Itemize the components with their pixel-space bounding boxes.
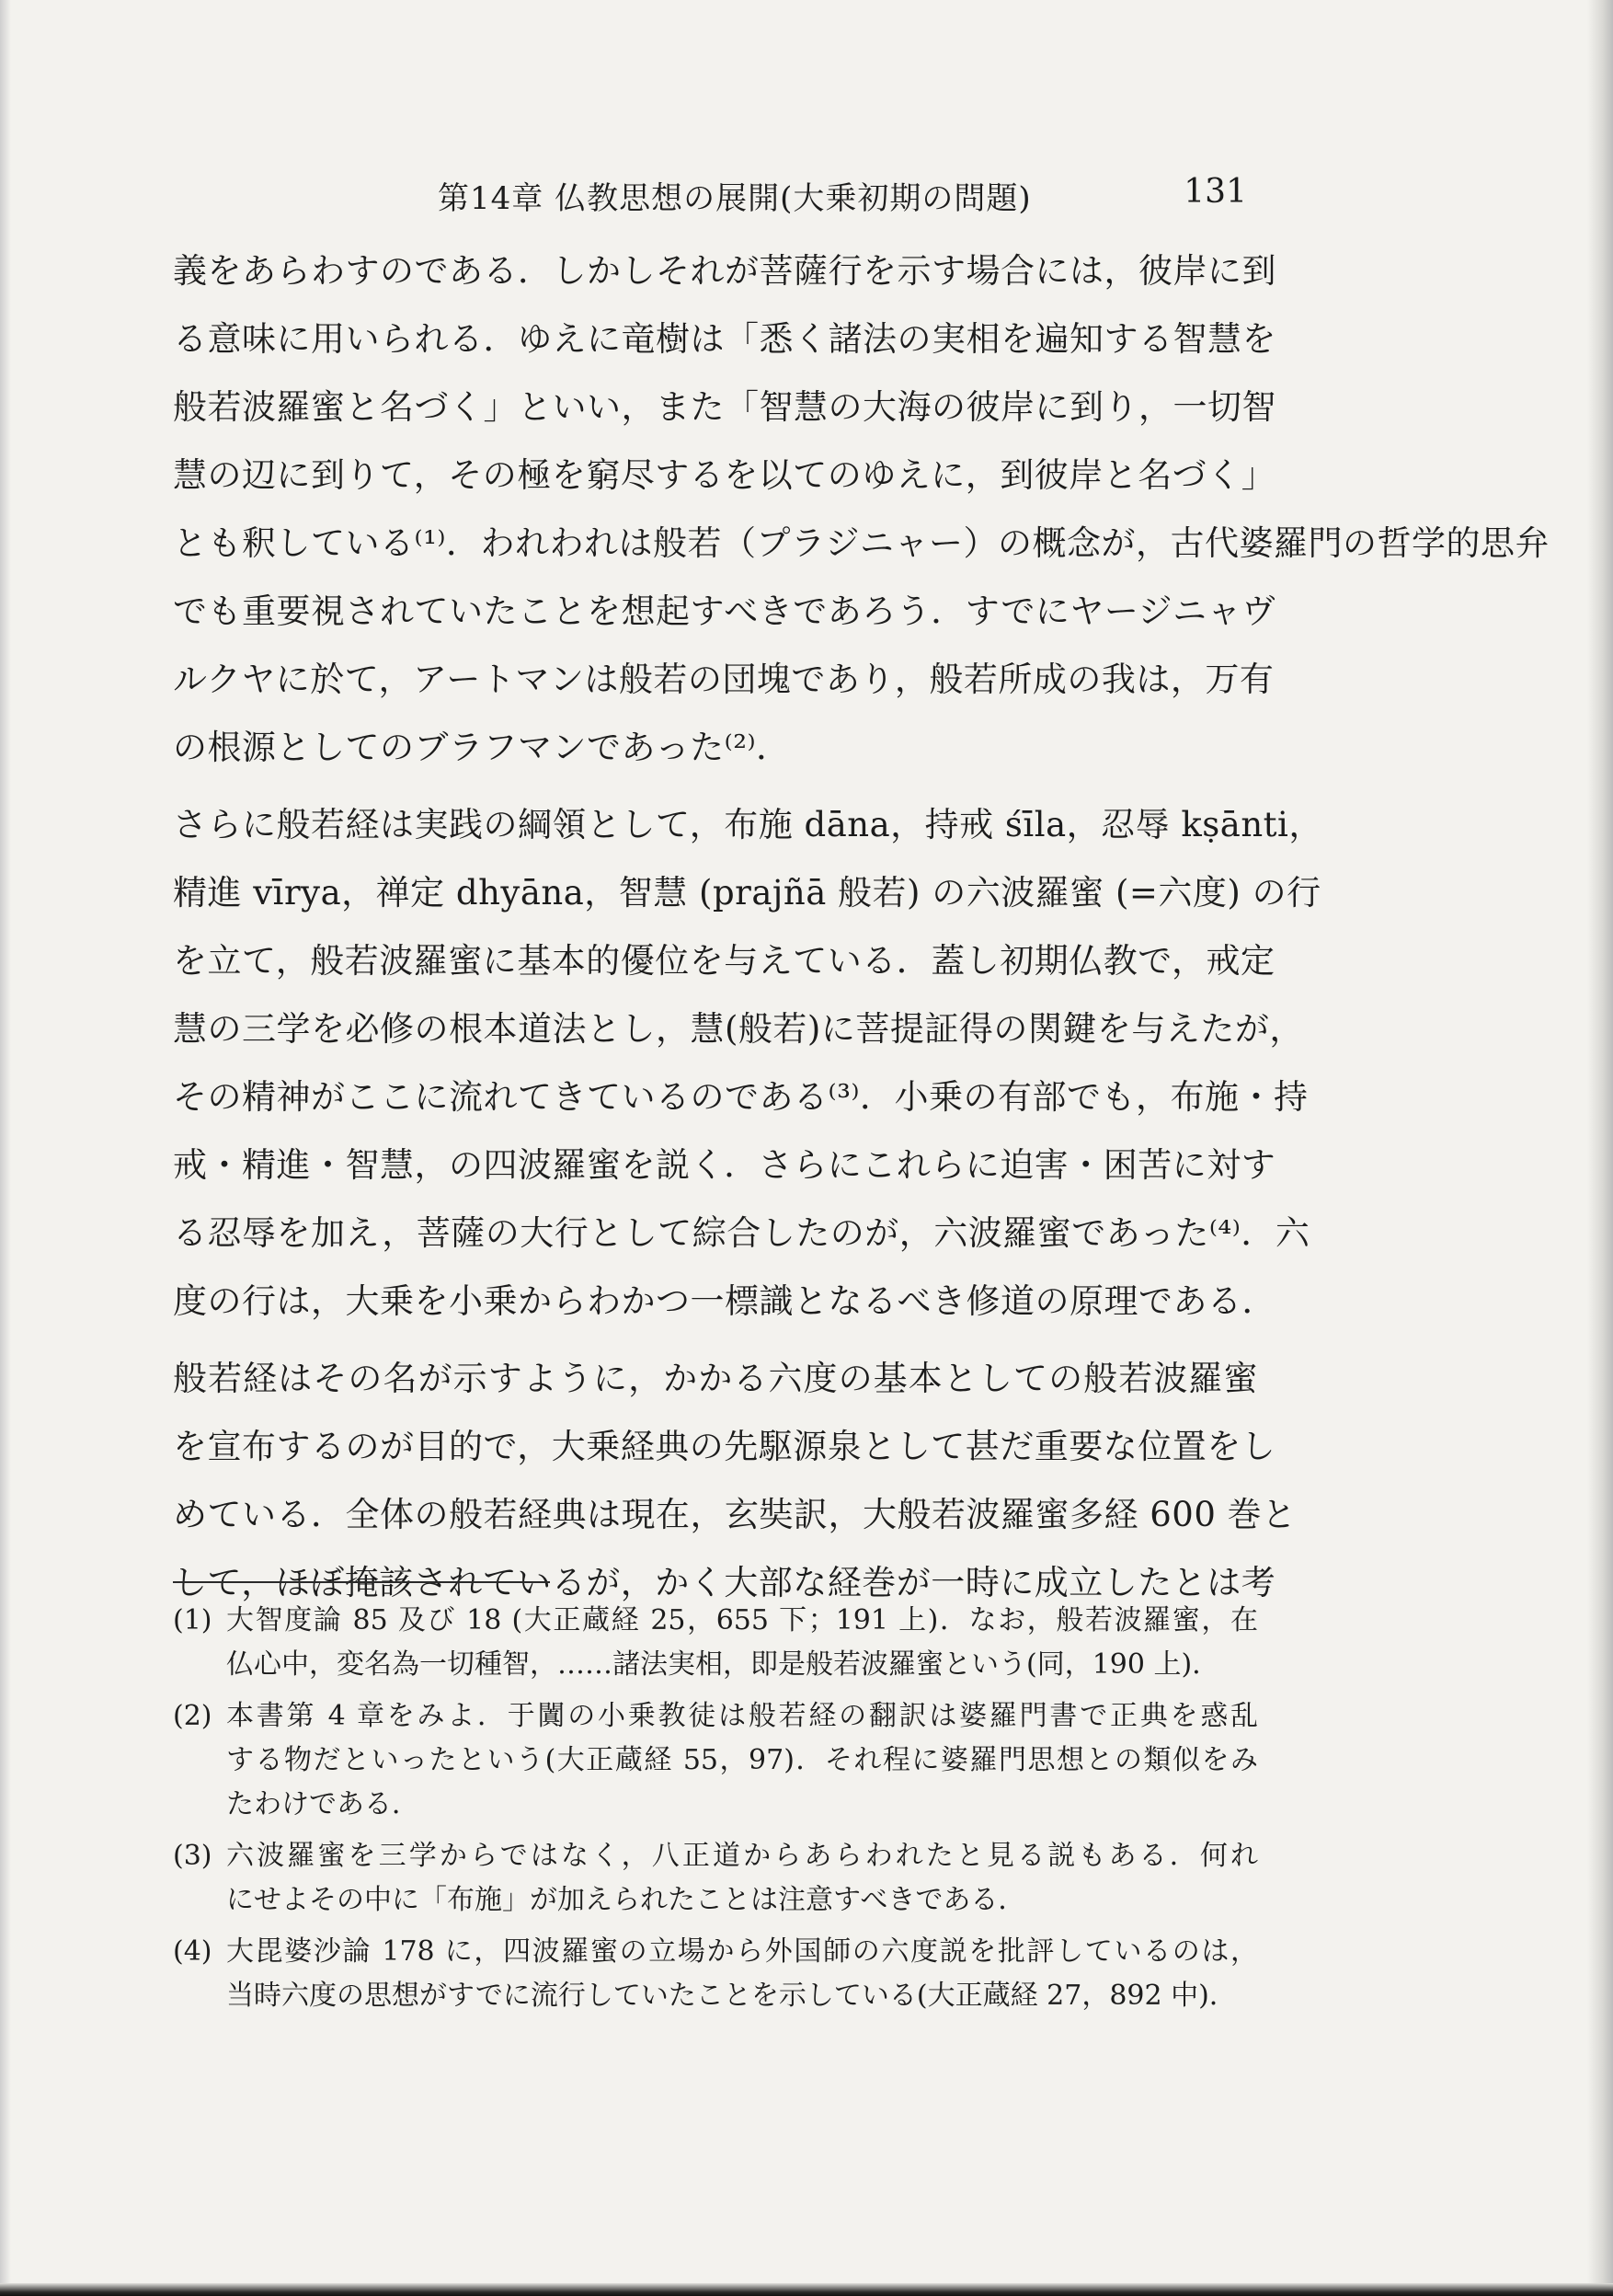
footnote-rule	[173, 1581, 550, 1583]
text-line: ルクヤに於て，アートマンは般若の団塊であり，般若所成の我は，万有	[173, 660, 1275, 699]
scan-edge-right	[1587, 0, 1613, 2296]
footnote-line: する物だといったという(大正蔵経 55，97)．それ程に婆羅門思想との類似をみ	[226, 1744, 1258, 1776]
text-line: とも釈している⁽¹⁾．われわれは般若（プラジニャー）の概念が，古代婆羅門の哲学的思弁	[173, 523, 1550, 563]
text-line: でも重要視されていたことを想起すべきであろう．すでにヤージニャヴ	[173, 591, 1276, 631]
footnote-line: にせよその中に「布施」が加えられたことは注意すべきである．	[226, 1884, 1026, 1916]
footnote	[173, 1930, 1258, 2018]
footnote-mark: (3)	[173, 1840, 212, 1872]
page-header	[438, 173, 1247, 219]
text-line: 慧の辺に到りて，その極を窮尽するを以てのゆえに，到彼岸と名づく」	[173, 455, 1276, 495]
text-line: 度の行は，大乗を小乗からわかつ一標識となるべき修道の原理である．	[173, 1281, 1276, 1321]
footnote-line: 六波羅蜜を三学からではなく，八正道からあらわれたと見る説もある．何れ	[226, 1840, 1258, 1872]
text-line: その精神がここに流れてきているのである⁽³⁾．小乗の有部でも，布施・持	[173, 1077, 1309, 1117]
page-number: 131	[1184, 173, 1247, 211]
paragraph	[173, 237, 1550, 782]
footnotes	[173, 1599, 1258, 2026]
body-text	[173, 237, 1550, 1617]
scan-edge-bottom	[0, 2283, 1613, 2296]
footnote-mark: (4)	[173, 1935, 212, 1968]
footnote-line: 当時六度の思想がすでに流行していたことを示している(大正蔵経 27，892 中)．	[226, 1980, 1237, 2012]
text-line: 般若波羅蜜と名づく」といい，また「智慧の大海の彼岸に到り，一切智	[173, 387, 1276, 427]
paragraph	[173, 791, 1323, 1336]
footnote-line: たわけである．	[226, 1788, 419, 1820]
text-line: さらに般若経は実践の綱領として，布施 dāna，持戒 śīla，忍辱 kṣānti，	[173, 805, 1323, 844]
footnote-line: 仏心中，変名為一切種智，……諸法実相，即是般若波羅蜜という(同，190 上)．	[226, 1648, 1220, 1681]
text-line: る意味に用いられる．ゆえに竜樹は「悉く諸法の実相を遍知する智慧を	[173, 319, 1276, 359]
footnote-mark: (1)	[173, 1604, 212, 1636]
scan-edge-left	[0, 0, 11, 2296]
text-line: 義をあらわすのである．しかしそれが菩薩行を示す場合には，彼岸に到	[173, 251, 1276, 291]
running-head: 第14章 仏教思想の展開(大乗初期の問題)	[438, 180, 1032, 217]
text-line: して，ほぼ掩該されているが，かく大部な経巻が一時に成立したとは考	[173, 1563, 1276, 1602]
paragraph	[173, 1345, 1297, 1617]
text-line: 慧の三学を必修の根本道法とし，慧(般若)に菩提証得の関鍵を与えたが，	[173, 1009, 1304, 1049]
footnote-line: 大智度論 85 及び 18 (大正蔵経 25，655 下；191 上)．なお，般若波羅蜜，在	[226, 1604, 1258, 1636]
footnote	[173, 1834, 1258, 1923]
text-line: 精進 vīrya，禅定 dhyāna，智慧 (prajñā 般若) の六波羅蜜 (=六度) の行	[173, 873, 1321, 913]
footnote-line: 本書第 4 章をみよ．于闐の小乗教徒は般若経の翻訳は婆羅門書で正典を惑乱	[226, 1700, 1258, 1732]
text-line: る忍辱を加え，菩薩の大行として綜合したのが，六波羅蜜であった⁽⁴⁾．六	[173, 1213, 1310, 1253]
text-line: 般若経はその名が示すように，かかる六度の基本としての般若波羅蜜	[173, 1359, 1258, 1398]
footnote-line: 大毘婆沙論 178 に，四波羅蜜の立場から外国師の六度説を批評しているのは，	[226, 1935, 1258, 1968]
footnote-mark: (2)	[173, 1700, 212, 1732]
text-line: 戒・精進・智慧，の四波羅蜜を説く．さらにこれらに迫害・困苦に対す	[173, 1145, 1276, 1185]
footnote	[173, 1694, 1258, 1827]
text-line: を宣布するのが目的で，大乗経典の先駆源泉として甚だ重要な位置をし	[173, 1427, 1276, 1466]
text-line: を立て，般若波羅蜜に基本的優位を与えている．蓋し初期仏教で，戒定	[173, 941, 1276, 981]
footnote	[173, 1599, 1258, 1687]
text-line: めている．全体の般若経典は現在，玄奘訳，大般若波羅蜜多経 600 巻と	[173, 1495, 1297, 1534]
text-line: の根源としてのブラフマンであった⁽²⁾．	[173, 728, 791, 767]
